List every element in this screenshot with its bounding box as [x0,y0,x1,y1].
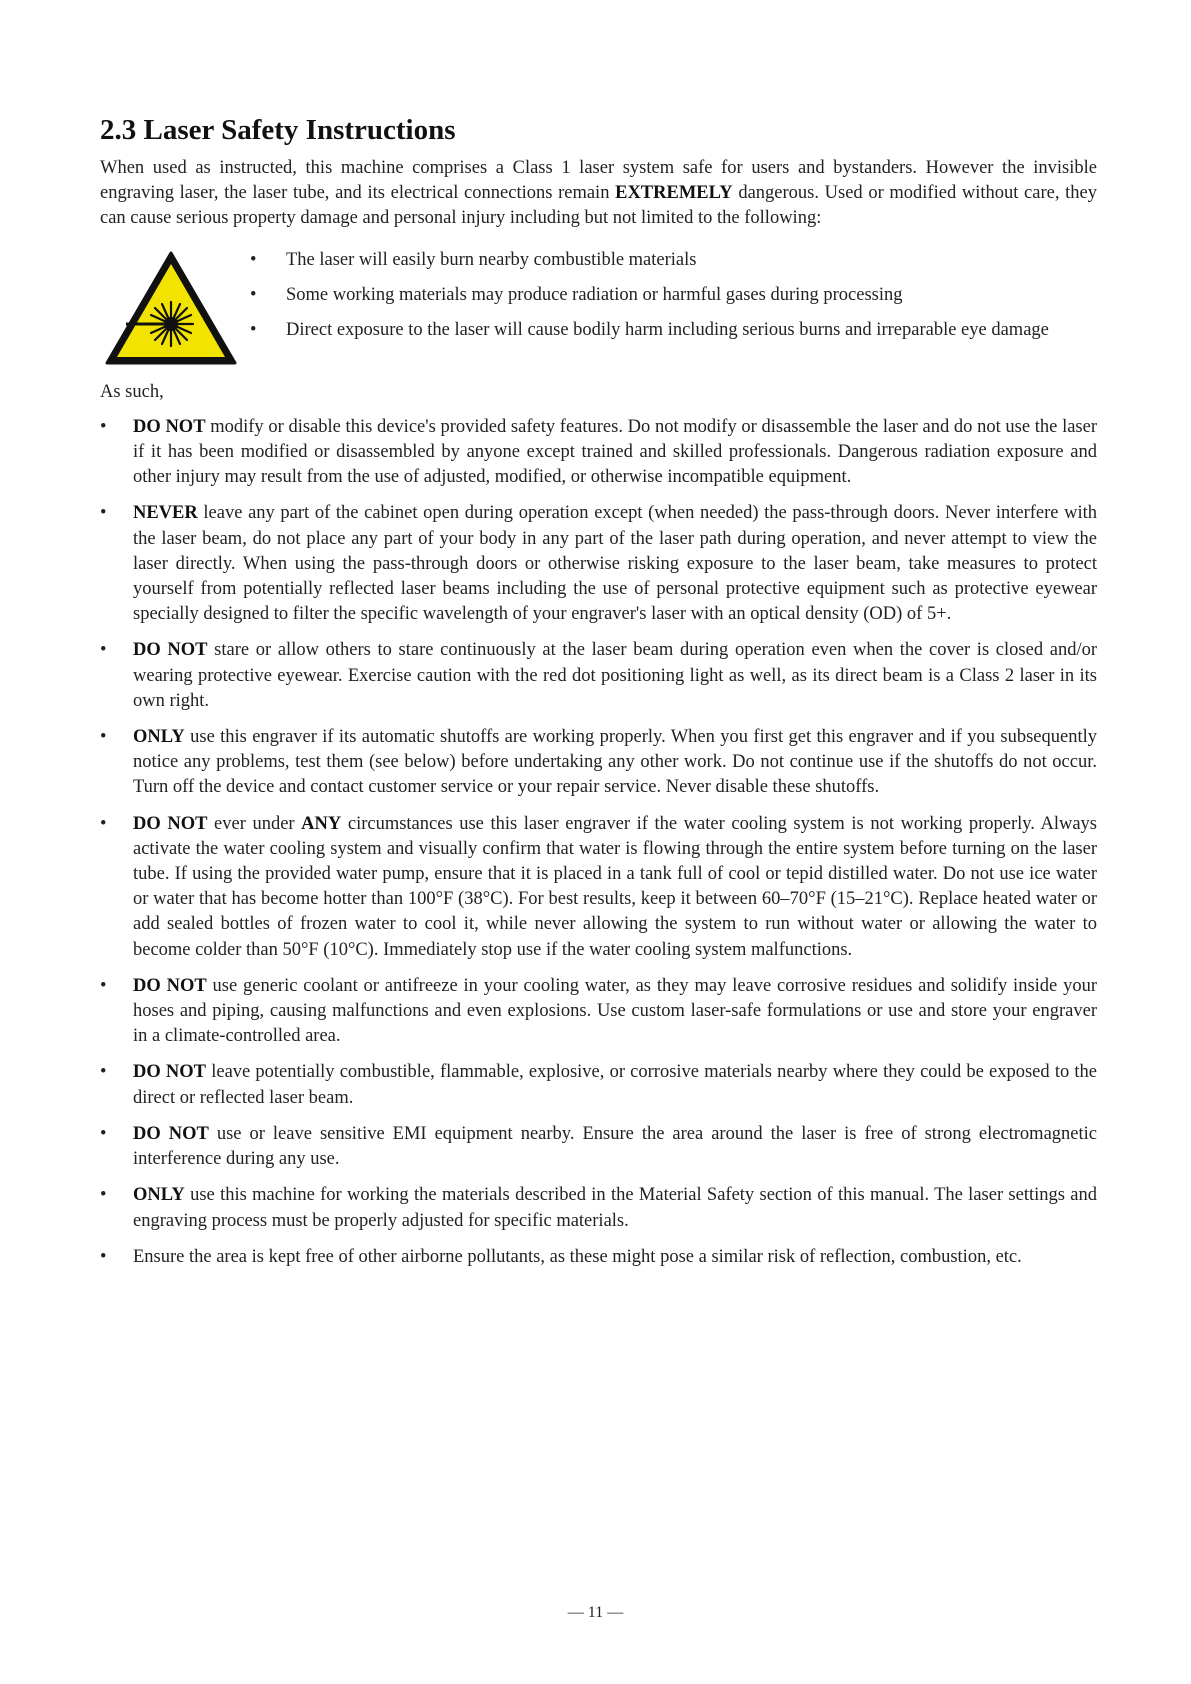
page-number: — 11 — [567,1604,624,1621]
hazard-item: • The laser will easily burn nearby combustible materials [250,248,1097,273]
intro-paragraph: When used as instructed, this machine comprises a Class 1 laser system safe for users and bystanders. However the invisible engraving laser, the laser tube, and its electrical connections remain EXTREMELY dangerous. Used or modified without care, they can cause serious property damage and personal injury including but not limited to the following: [100,158,1097,229]
safety-rule: • Ensure the area is kept free of other airborne pollutants, as these might pose a similar risk of reflection, combustion, etc. [100,1245,1097,1270]
hazard-item: • Direct exposure to the laser will cause bodily harm including serious burns and irreparable eye damage [250,318,1097,343]
safety-rule: • DO NOT use or leave sensitive EMI equipment nearby. Ensure the area around the laser is free of strong electromagnetic interference during any use. [100,1122,1097,1172]
as-such-text: As such, [100,381,164,402]
section-title: 2.3 Laser Safety Instructions [100,114,456,146]
page-content [100,112,1097,1281]
hazard-list [250,248,1097,354]
safety-rule: • DO NOT stare or allow others to stare continuously at the laser beam during operation even when the cover is closed and/or wearing protective eyewear. Exercise caution with the red dot positioning light as well, as its direct beam is a Class 2 laser in its own right. [100,638,1097,714]
hazard-item: • Some working materials may produce radiation or harmful gases during processing [250,283,1097,308]
laser-warning-icon [104,250,238,366]
safety-rule: • DO NOT leave potentially combustible, flammable, explosive, or corrosive materials nearby where they could be exposed to the direct or reflected laser beam. [100,1060,1097,1110]
safety-rule: • DO NOT ever under ANY circumstances use this laser engraver if the water cooling system is not working properly. Always activate the water cooling system and visually confirm that water is flowing through the entire system before turning on the laser tube. If using the provided water pump, ensure that it is placed in a tank full of cool or tepid distilled water. Do not use ice water or water that has become hotter than 100°F (38°C). For best results, keep it between 60–70°F (15–21°C). Replace heated water or add sealed bottles of frozen water to cool it, while never allowing the system to run without water or allowing the water to become colder than 50°F (10°C). Immediately stop use if the water cooling system malfunctions. [100,812,1097,963]
safety-rule: • DO NOT use generic coolant or antifreeze in your cooling water, as they may leave corrosive residues and solidify inside your hoses and piping, causing malfunctions and even explosions. Use custom laser-safe formulations or use and store your engraver in a climate-controlled area. [100,974,1097,1050]
safety-rules-list [100,415,1097,1270]
safety-rule: • ONLY use this machine for working the materials described in the Material Safety section of this manual. The laser settings and engraving process must be properly adjusted for specific materials. [100,1183,1097,1233]
safety-rule: • DO NOT modify or disable this device's provided safety features. Do not modify or disassemble the laser and do not use the laser if it has been modified or disassembled by anyone except trained and skilled professionals. Dangerous radiation exposure and other injury may result from the use of adjusted, modified, or otherwise incompatible equipment. [100,415,1097,491]
hazard-block [100,242,1097,380]
safety-rule: • NEVER leave any part of the cabinet open during operation except (when needed) the pass-through doors. Never interfere with the laser beam, do not place any part of your body in any part of the laser path during operation, and never attempt to view the laser directly. When using the pass-through doors or otherwise risking exposure to the laser beam, take measures to protect yourself from potentially reflected laser beams including the use of personal protective equipment such as protective eyewear specially designed to filter the specific wavelength of your engraver's laser with an optical density (OD) of 5+. [100,501,1097,627]
safety-rule: • ONLY use this engraver if its automatic shutoffs are working properly. When you first get this engraver and if you subsequently notice any problems, test them (see below) before undertaking any other work. Do not continue use if the shutoffs do not occur. Turn off the device and contact customer service or your repair service. Never disable these shutoffs. [100,725,1097,801]
